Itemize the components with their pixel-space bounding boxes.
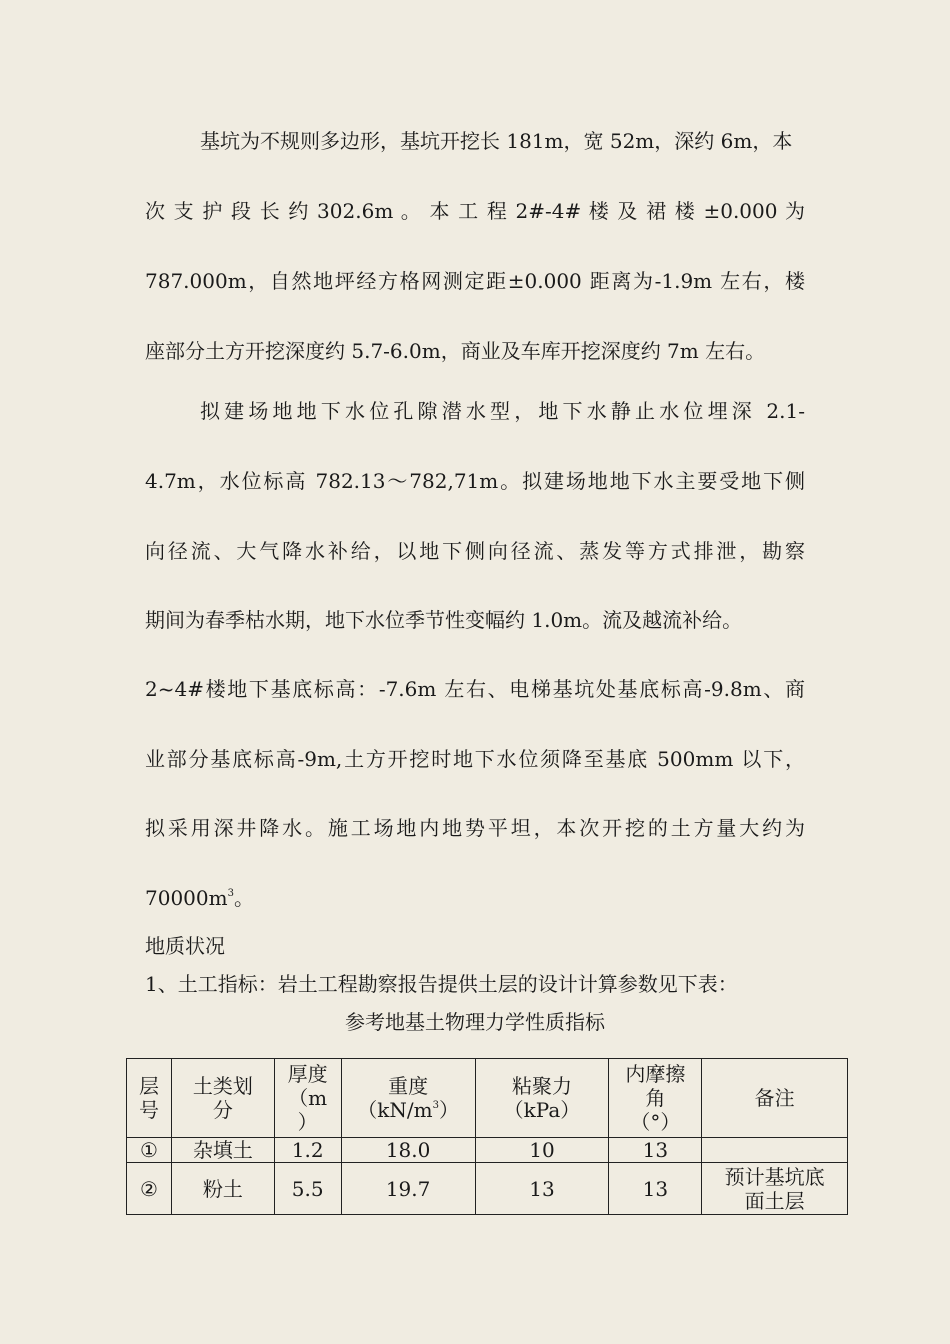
- item-1-text: 1、土工指标：岩土工程勘察报告提供土层的设计计算参数见下表：: [145, 972, 738, 996]
- cell-friction-angle: 13: [609, 1163, 702, 1215]
- cell-soil-type: 杂填土: [171, 1138, 274, 1163]
- section-title: 地质状况: [145, 934, 225, 958]
- paragraph-3-line-1: 2~4#楼地下基底标高：-7.6m 左右、电梯基坑处基底标高-9.8m、商: [145, 677, 805, 701]
- header-remark: 备注: [702, 1059, 848, 1138]
- cell-cohesion: 10: [475, 1138, 609, 1163]
- header-friction-angle: 内摩擦 角 （°）: [609, 1059, 702, 1138]
- header-soil-type: 土类划 分: [171, 1059, 274, 1138]
- volume-exponent: 3: [227, 888, 234, 899]
- table-header-row: [127, 1059, 848, 1138]
- header-unit-weight: 重度 $(kN/m^3)$: [341, 1059, 475, 1138]
- volume-value: 70000m: [145, 886, 228, 910]
- cell-remark: [702, 1138, 848, 1163]
- cell-friction-angle: 13: [609, 1138, 702, 1163]
- paragraph-3-line-2: 业部分基底标高-9m,土方开挖时地下水位须降至基底 500mm 以下，: [145, 747, 805, 771]
- cell-remark: 预计基坑底 面土层: [702, 1163, 848, 1215]
- volume-period: 。: [233, 886, 254, 910]
- table-caption: 参考地基土物理力学性质指标: [345, 1010, 605, 1034]
- header-thickness: 厚度 （m ）: [274, 1059, 341, 1138]
- table-row: [127, 1163, 848, 1215]
- cell-layer: ②: [127, 1163, 172, 1215]
- cell-soil-type: 粉土: [171, 1163, 274, 1215]
- table-row: [127, 1138, 848, 1163]
- paragraph-1-line-4: 座部分土方开挖深度约 5.7-6.0m，商业及车库开挖深度约 7m 左右。: [145, 339, 766, 363]
- header-layer: 层 号: [127, 1059, 172, 1138]
- soil-parameter-table: [126, 1058, 848, 1215]
- cell-layer: ①: [127, 1138, 172, 1163]
- paragraph-2-line-2: 4.7m，水位标高 782.13～782,71m。拟建场地地下水主要受地下侧: [145, 469, 805, 493]
- paragraph-2-line-4: 期间为春季枯水期，地下水位季节性变幅约 1.0m。流及越流补给。: [145, 608, 743, 632]
- cell-unit-weight: 19.7: [341, 1163, 475, 1215]
- cell-thickness: 5.5: [274, 1163, 341, 1215]
- paragraph-1-line-3: 787.000m，自然地坪经方格网测定距±0.000 距离为-1.9m 左右，楼: [145, 269, 805, 293]
- header-cohesion: 粘聚力 （kPa）: [475, 1059, 609, 1138]
- paragraph-2-line-1: 拟建场地地下水位孔隙潜水型，地下水静止水位埋深 2.1-: [200, 399, 805, 423]
- paragraph-2-line-3: 向径流、大气降水补给，以地下侧向径流、蒸发等方式排泄，勘察: [145, 539, 805, 563]
- cell-thickness: 1.2: [274, 1138, 341, 1163]
- paragraph-3-line-3: 拟采用深井降水。施工场地内地势平坦，本次开挖的土方量大约为: [145, 816, 805, 840]
- cell-cohesion: 13: [475, 1163, 609, 1215]
- cell-unit-weight: 18.0: [341, 1138, 475, 1163]
- paragraph-3-line-4: [145, 885, 805, 911]
- paragraph-1-line-1: 基坑为不规则多边形，基坑开挖长 181m，宽 52m，深约 6m，本: [200, 129, 793, 153]
- paragraph-1-line-2: 次 支 护 段 长 约 302.6m 。 本 工 程 2#-4# 楼 及 裙 楼 ±0.000 为: [145, 199, 805, 223]
